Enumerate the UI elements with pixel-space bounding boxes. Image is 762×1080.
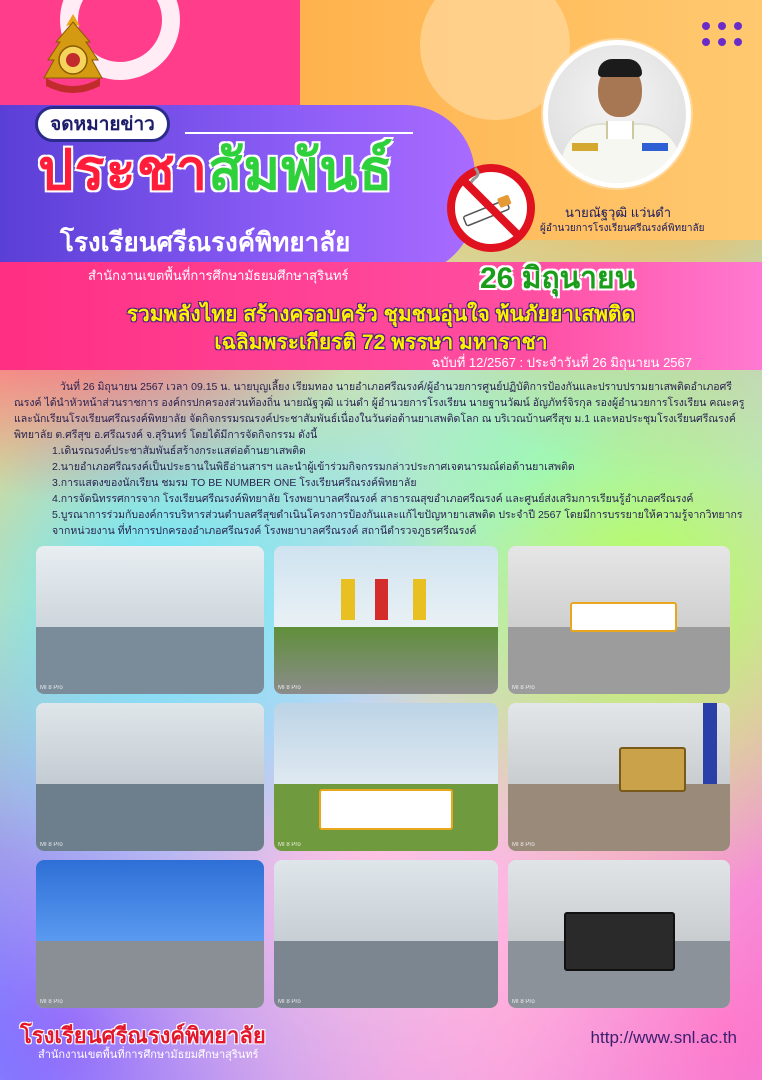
photo-stage-speech bbox=[36, 860, 264, 1008]
news-date: 26 มิถุนายน bbox=[480, 262, 636, 295]
photo-gym-assembly bbox=[36, 546, 264, 694]
headline-line-2: เฉลิมพระเกียรติ 72 พรรษา มหาราชา bbox=[214, 331, 548, 354]
website-link[interactable]: http://www.snl.ac.th bbox=[590, 1028, 737, 1047]
photo-student-audience bbox=[36, 703, 264, 851]
office-name: สำนักงานเขตพื้นที่การศึกษามัธยมศึกษาสุรินทร์ bbox=[88, 268, 349, 283]
school-emblem-icon bbox=[40, 12, 106, 98]
photo-ceremony-shrine bbox=[508, 703, 730, 851]
newsletter-label: จดหมายข่าว bbox=[35, 106, 170, 142]
director-position: ผู้อำนวยการโรงเรียนศรีณรงค์พิทยาลัย bbox=[540, 223, 705, 234]
divider bbox=[185, 132, 413, 134]
camera-stamp: MI 8 Pro bbox=[512, 685, 535, 691]
activity-item: 5.บูรณาการร่วมกับองค์การบริหารส่วนตำบลศรีสุขดำเนินโครงการป้องกันและแก้ไขปัญหายาเสพติด ประจำปี 2567 โดยมีการบรรยายให้ความรู้จากวิทยากรจากหน่วยงาน ที่ทำการปกครองอำเภอศรีณรงค์ โรงพยาบาลศรีณรงค์ สถานีตำรวจภูธรศรีณรงค์ bbox=[52, 509, 743, 537]
activity-item: 2.นายอำเภอศรีณรงค์เป็นประธานในพิธีอ่านสารฯ และนำผู้เข้าร่วมกิจกรรมกล่าวประกาศเจตนารมณ์ต่อต้านยาเสพติด bbox=[52, 461, 575, 473]
title-red-part: ประชา bbox=[38, 138, 209, 201]
camera-stamp: MI 8 Pro bbox=[278, 842, 301, 848]
photo-student-campaign bbox=[508, 860, 730, 1008]
camera-stamp: MI 8 Pro bbox=[40, 842, 63, 848]
activity-item: 1.เดินรณรงค์ประชาสัมพันธ์สร้างกระแสต่อต้านยาเสพติด bbox=[52, 445, 306, 457]
activity-item: 4.การจัดนิทรรศการจาก โรงเรียนศรีณรงค์พิทยาลัย โรงพยาบาลศรีณรงค์ สาธารณสุขอำเภอศรีณรงค์ และศูนย์ส่งเสริมการเรียนรู้อำเภอศรีณรงค์ bbox=[52, 493, 694, 505]
title-green-part: สัมพันธ์ bbox=[208, 138, 394, 201]
camera-stamp: MI 8 Pro bbox=[40, 999, 63, 1005]
footer-school-name: โรงเรียนศรีณรงค์พิทยาลัย bbox=[20, 1023, 266, 1048]
camera-stamp: MI 8 Pro bbox=[40, 685, 63, 691]
photo-gallery bbox=[36, 546, 729, 1008]
footer-office-name: สำนักงานเขตพื้นที่การศึกษามัธยมศึกษาสุรินทร์ bbox=[38, 1049, 259, 1061]
headline-line-1: รวมพลังไทย สร้างครอบครัว ชุมชนอุ่นใจ พ้นภัยยาเสพติด bbox=[126, 303, 636, 326]
no-smoking-icon bbox=[445, 162, 537, 254]
article-body bbox=[14, 379, 750, 539]
photo-parade-road bbox=[274, 546, 498, 694]
article-paragraph: วันที่ 26 มิถุนายน 2567 เวลา 09.15 น. นายบุญเลี้ยง เรียมทอง นายอำเภอศรีณรงค์/ผู้อำนวยการศูนย์ปฏิบัติการป้องกันและปราบปรามยาเสพติดอำเภอศรีณรงค์ ได้นำหัวหน้าส่วนราชการ องค์กรปกครองส่วนท้องถิ่น นายณัฐวุฒิ แว่นดำ ผู้อำนวยการโรงเรียน นายฐานวัฒน์ อัญภัทร์จิรกุล รองผู้อำนวยการโรงเรียน คณะครู และนักเรียนโรงเรียนศรีณรงค์พิทยาลัย จัดกิจกรรมรณรงค์ประชาสัมพันธ์เนื่องในวันต่อต้านยาเสพติดโลก ณ บริเวณบ้านศรีสุข ม.1 และหอประชุมโรงเรียนศรีณรงค์พิทยาลัย ต.ศรีสุข อ.ศรีณรงค์ จ.สุรินทร์ โดยได้มีการจัดกิจกรรม ดังนี้ bbox=[14, 381, 745, 441]
decor-dots bbox=[702, 22, 742, 46]
photo-campaign-banner bbox=[274, 703, 498, 851]
camera-stamp: MI 8 Pro bbox=[278, 685, 301, 691]
director-portrait bbox=[543, 40, 691, 188]
photo-group-signs bbox=[508, 546, 730, 694]
activity-item: 3.การแสดงของนักเรียน ชมรม TO BE NUMBER ONE โรงเรียนศรีณรงค์พิทยาลัย bbox=[52, 477, 417, 489]
camera-stamp: MI 8 Pro bbox=[512, 999, 535, 1005]
photo-anti-drug-signs bbox=[274, 860, 498, 1008]
school-name: โรงเรียนศรีณรงค์พิทยาลัย bbox=[60, 227, 351, 257]
page-title bbox=[38, 138, 394, 201]
issue-number: ฉบับที่ 12/2567 : ประจำวันที่ 26 มิถุนายน 2567 bbox=[431, 355, 692, 370]
camera-stamp: MI 8 Pro bbox=[512, 842, 535, 848]
camera-stamp: MI 8 Pro bbox=[278, 999, 301, 1005]
director-name: นายณัฐวุฒิ แว่นดำ bbox=[565, 205, 671, 220]
